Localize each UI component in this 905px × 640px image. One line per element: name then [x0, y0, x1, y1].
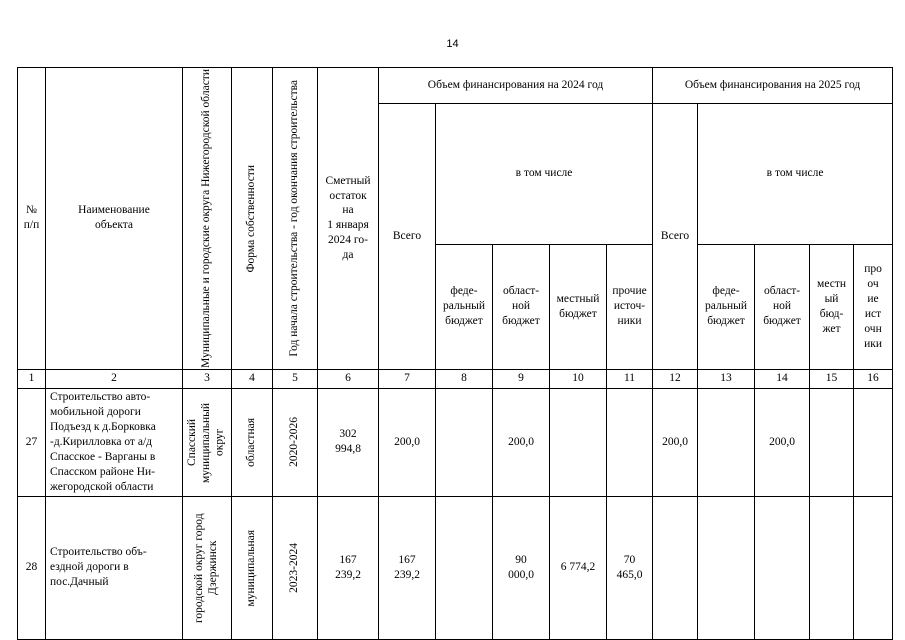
- header-regional-2025: област- ной бюджет: [755, 244, 810, 369]
- column-number: 3: [183, 369, 232, 388]
- row-regional-2024: 200,0: [493, 388, 550, 496]
- row-federal-2025: [698, 496, 755, 639]
- row-total-2025: [653, 496, 698, 639]
- header-total-2024: Всего: [379, 104, 436, 370]
- row-local-2025: [810, 496, 854, 639]
- header-federal-2025: феде- ральный бюджет: [698, 244, 755, 369]
- column-number: 1: [18, 369, 46, 388]
- header-local-2025: местн ый бюд- жет: [810, 244, 854, 369]
- header-fin-2025: Объем финансирования на 2025 год: [653, 68, 893, 104]
- column-number: 14: [755, 369, 810, 388]
- column-number: 8: [436, 369, 493, 388]
- header-name: Наименование объекта: [46, 68, 183, 370]
- column-number: 7: [379, 369, 436, 388]
- row-years: 2023-2024: [273, 496, 318, 639]
- row-district: городской округ город Дзержинск: [183, 496, 232, 639]
- row-regional-2025: 200,0: [755, 388, 810, 496]
- row-total-2024: 200,0: [379, 388, 436, 496]
- row-local-2024: [550, 388, 607, 496]
- header-incl-2024: в том числе: [436, 104, 653, 245]
- header-local-2024: местный бюджет: [550, 244, 607, 369]
- column-number: 11: [607, 369, 653, 388]
- row-years: 2020-2026: [273, 388, 318, 496]
- row-name: Строительство авто- мобильной дороги Подъезд к д.Борковка -д.Кирилловка от а/д Спасское - Варганы в Спасском районе Ни- жегородской области: [46, 388, 183, 496]
- row-num: 28: [18, 496, 46, 639]
- row-other-2024: 70 465,0: [607, 496, 653, 639]
- header-num: № п/п: [18, 68, 46, 370]
- column-number: 10: [550, 369, 607, 388]
- column-numbers-row: [18, 369, 893, 388]
- header-federal-2024: феде- ральный бюджет: [436, 244, 493, 369]
- page-number: 14: [446, 38, 459, 50]
- header-other-2025: про оч ие ист очн ики: [854, 244, 893, 369]
- row-federal-2025: [698, 388, 755, 496]
- row-federal-2024: [436, 388, 493, 496]
- header-incl-2025: в том числе: [698, 104, 893, 245]
- row-ownership: муниципальная: [232, 496, 273, 639]
- row-name: Строительство объ- ездной дороги в пос.Дачный: [46, 496, 183, 639]
- row-total-2024: 167 239,2: [379, 496, 436, 639]
- row-balance: 302 994,8: [318, 388, 379, 496]
- column-number: 6: [318, 369, 379, 388]
- row-regional-2025: [755, 496, 810, 639]
- row-other-2025: [854, 496, 893, 639]
- row-total-2025: 200,0: [653, 388, 698, 496]
- header-balance: Сметный остаток на 1 января 2024 го- да: [318, 68, 379, 370]
- row-ownership: областная: [232, 388, 273, 496]
- table-row: [18, 496, 893, 639]
- row-regional-2024: 90 000,0: [493, 496, 550, 639]
- header-total-2025: Всего: [653, 104, 698, 370]
- row-local-2024: 6 774,2: [550, 496, 607, 639]
- row-num: 27: [18, 388, 46, 496]
- header-fin-2024: Объем финансирования на 2024 год: [379, 68, 653, 104]
- row-other-2025: [854, 388, 893, 496]
- column-number: 16: [854, 369, 893, 388]
- column-number: 12: [653, 369, 698, 388]
- column-number: 4: [232, 369, 273, 388]
- financing-table: [17, 67, 893, 640]
- column-number: 13: [698, 369, 755, 388]
- row-balance: 167 239,2: [318, 496, 379, 639]
- column-number: 15: [810, 369, 854, 388]
- header-regional-2024: област- ной бюджет: [493, 244, 550, 369]
- column-number: 9: [493, 369, 550, 388]
- header-other-2024: прочие источ- ники: [607, 244, 653, 369]
- row-local-2025: [810, 388, 854, 496]
- column-number: 5: [273, 369, 318, 388]
- header-ownership: Форма собственности: [232, 68, 273, 370]
- column-number: 2: [46, 369, 183, 388]
- table-row: [18, 388, 893, 496]
- header-years: Год начала строительства - год окончания строительства: [273, 68, 318, 370]
- header-district: Муниципальные и городские округа Нижегородской области: [183, 68, 232, 370]
- row-district: Спасский муниципальный округ: [183, 388, 232, 496]
- row-other-2024: [607, 388, 653, 496]
- row-federal-2024: [436, 496, 493, 639]
